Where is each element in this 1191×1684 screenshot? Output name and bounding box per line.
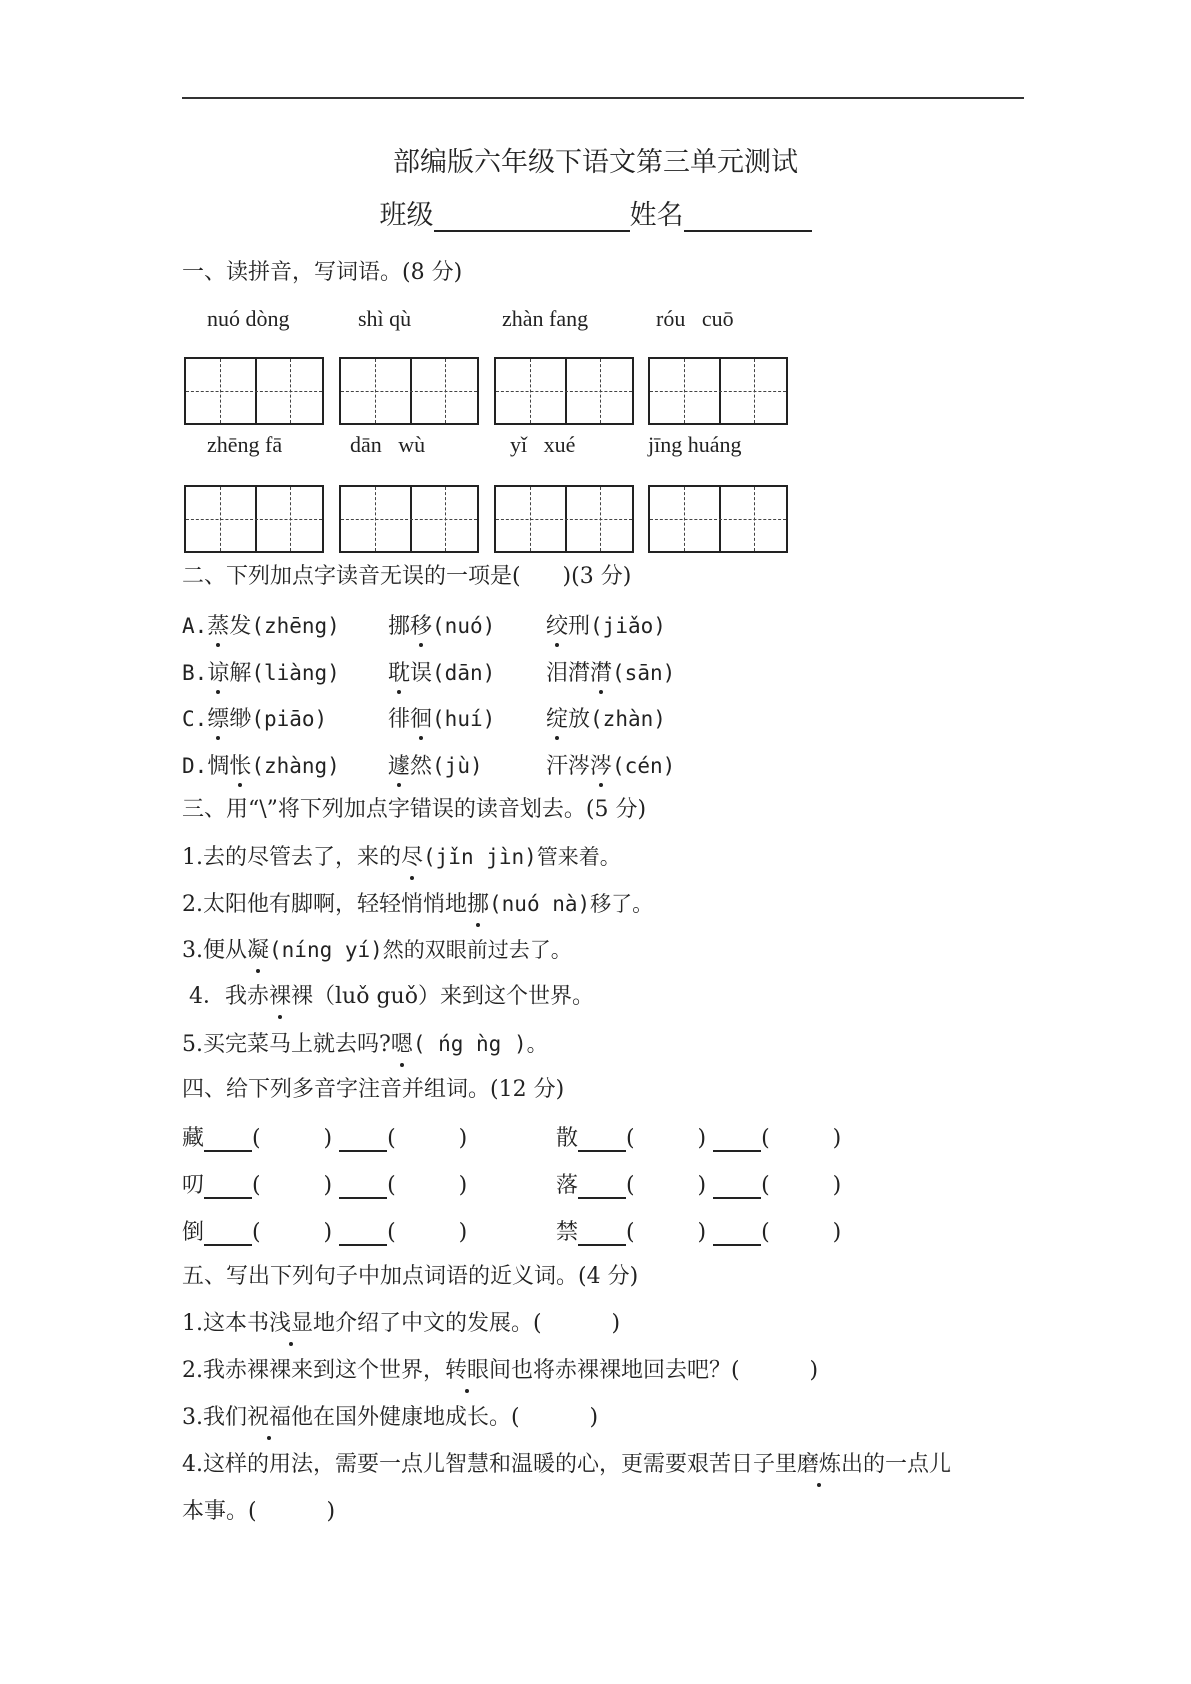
option-d-2: 遽然(jù)	[388, 749, 483, 780]
writing-grid[interactable]	[648, 485, 788, 553]
polyphone-row: 藏 ( ) ( )	[182, 1126, 468, 1151]
pinyin-6: dān wù	[350, 432, 426, 457]
writing-grid[interactable]	[339, 357, 479, 425]
page-title: 部编版六年级下语文第三单元测试	[393, 147, 798, 178]
option-c-2: 徘徊(huí)	[388, 702, 495, 733]
pinyin-4: róu cuō	[656, 306, 734, 331]
pinyin-1: nuó dòng	[207, 306, 290, 331]
polyphone-row: 倒 ( ) ( )	[182, 1220, 468, 1245]
section-3-heading: 三、用“\”将下列加点字错误的读音划去。(5 分)	[182, 797, 647, 822]
section-2-heading: 二、下列加点字读音无误的一项是( )(3 分)	[182, 564, 632, 589]
class-field[interactable]	[434, 202, 630, 232]
s5-item-4-line2: 本事。( )	[182, 1499, 336, 1524]
option-a-3: 绞刑(jiǎo)	[546, 609, 666, 640]
name-field[interactable]	[684, 202, 812, 232]
s5-item-1: 1.这本书浅显地介绍了中文的发展。( )	[182, 1309, 620, 1339]
section-4-heading: 四、给下列多音字注音并组词。(12 分)	[182, 1077, 565, 1102]
pinyin-8: jīng huáng	[648, 432, 742, 457]
s3-item-2: 2.太阳他有脚啊，轻轻悄悄地挪(nuó nà)移了。	[182, 889, 653, 920]
section-1-heading: 一、读拼音，写词语。(8 分)	[182, 260, 463, 285]
option-c: C.缥缈(piāo)	[182, 702, 327, 733]
option-a-2: 挪移(nuó)	[388, 609, 495, 640]
s3-item-4: 4．我赤裸裸（luǒ guǒ）来到这个世界。	[182, 982, 594, 1012]
polyphone-row-b: 禁 ( ) ( )	[556, 1220, 842, 1245]
polyphone-row-b: 散 ( ) ( )	[556, 1126, 842, 1151]
s3-item-3: 3.便从凝(níng yí)然的双眼前过去了。	[182, 935, 572, 966]
option-d-3: 汗涔涔(cén)	[546, 749, 675, 780]
class-label: 班级	[379, 200, 434, 231]
option-a: A.蒸发(zhēng)	[182, 609, 340, 640]
s5-item-4: 4.这样的用法，需要一点儿智慧和温暖的心，更需要艰苦日子里磨炼出的一点儿	[182, 1450, 951, 1480]
writing-grid[interactable]	[494, 357, 634, 425]
writing-grid[interactable]	[184, 485, 324, 553]
option-b: B.谅解(liàng)	[182, 656, 340, 687]
section-5-heading: 五、写出下列句子中加点词语的近义词。(4 分)	[182, 1264, 639, 1289]
option-b-2: 耽误(dān)	[388, 656, 495, 687]
name-label: 姓名	[629, 200, 684, 231]
writing-grid[interactable]	[494, 485, 634, 553]
s3-item-5: 5.买完菜马上就去吗?嗯( ńg ǹg )。	[182, 1029, 548, 1060]
option-b-3: 泪潸潸(sān)	[546, 656, 675, 687]
polyphone-row-b: 落 ( ) ( )	[556, 1173, 842, 1198]
option-d: D.惆怅(zhàng)	[182, 749, 340, 780]
class-name-line	[0, 193, 1191, 232]
option-c-3: 绽放(zhàn)	[546, 702, 666, 733]
pinyin-2: shì qù	[358, 306, 412, 331]
top-rule	[182, 97, 1024, 99]
writing-grid[interactable]	[339, 485, 479, 553]
polyphone-row: 叨 ( ) ( )	[182, 1173, 468, 1198]
writing-grid[interactable]	[184, 357, 324, 425]
writing-grid[interactable]	[648, 357, 788, 425]
s3-item-1: 1.去的尽管去了，来的尽(jǐn jìn)管来着。	[182, 842, 621, 873]
s5-item-3: 3.我们祝福他在国外健康地成长。( )	[182, 1403, 598, 1433]
s5-item-2: 2.我赤裸裸来到这个世界，转眼间也将赤裸裸地回去吧？( )	[182, 1356, 818, 1386]
pinyin-3: zhàn fang	[502, 306, 589, 331]
pinyin-7: yǐ xué	[510, 432, 576, 457]
pinyin-5: zhēng fā	[207, 432, 283, 457]
